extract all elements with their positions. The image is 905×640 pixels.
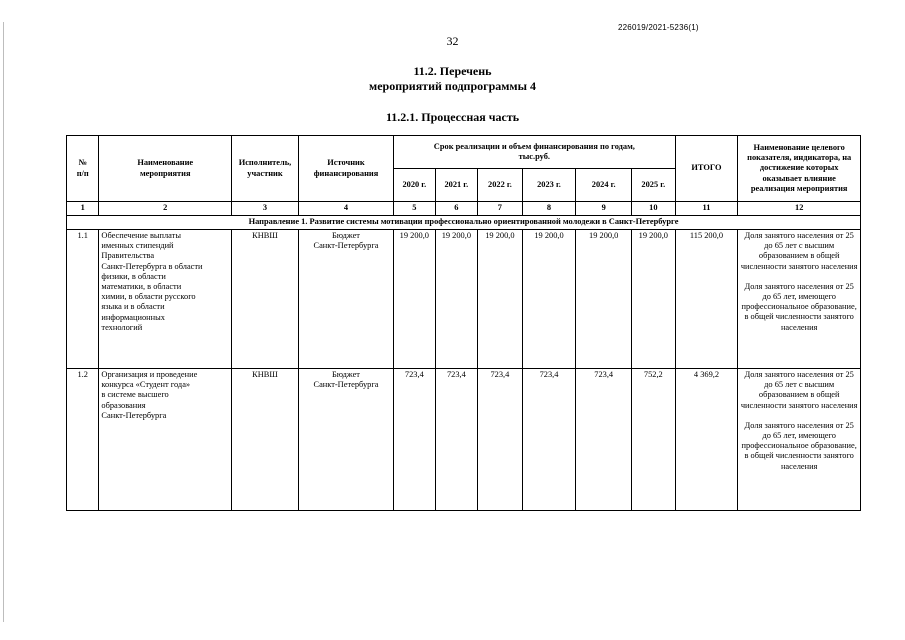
column-number: 11 (675, 202, 738, 216)
section-title (0, 64, 905, 94)
column-number: 5 (394, 202, 436, 216)
year-value: 723,4 (435, 369, 478, 511)
subsection-title: 11.2.1. Процессная часть (385, 110, 520, 124)
header-indicator: Наименование целевого показателя, индикатора, на достижение которых оказывает влияние реализация мероприятия (738, 136, 861, 202)
year-value: 723,4 (394, 369, 436, 511)
year-value: 19 200,0 (394, 230, 436, 369)
year-value: 723,4 (478, 369, 523, 511)
year-value: 723,4 (522, 369, 576, 511)
year-value: 752,2 (632, 369, 676, 511)
indicator-text: Доля занятого населения от 25 до 65 лет, имеющего профессиональное образование, в общей численности занятого населения (741, 281, 857, 332)
column-number: 8 (522, 202, 576, 216)
indicator-text: Доля занятого населения от 25 до 65 лет, имеющего профессиональное образование, в общей численности занятого населения (741, 420, 857, 471)
row-number: 1.1 (67, 230, 99, 369)
column-number: 9 (576, 202, 632, 216)
direction-title: Направление 1. Развитие системы мотивации профессионально ориентированной молодежи в Санкт-Петербурге (67, 216, 861, 230)
header-year: 2022 г. (478, 169, 523, 202)
row-total: 4 369,2 (675, 369, 738, 511)
header-year: 2021 г. (435, 169, 478, 202)
year-value: 19 200,0 (435, 230, 478, 369)
year-value: 19 200,0 (576, 230, 632, 369)
column-number: 2 (99, 202, 232, 216)
header-year: 2025 г. (632, 169, 676, 202)
column-number: 1 (67, 202, 99, 216)
header-year: 2023 г. (522, 169, 576, 202)
table-row (67, 230, 861, 369)
row-number: 1.2 (67, 369, 99, 511)
document-registration-number: 226019/2021-5236(1) (618, 23, 699, 32)
section-title-line-2: мероприятий подпрограммы 4 (369, 79, 536, 93)
header-funding-source: Источник финансирования (298, 136, 393, 202)
year-value: 19 200,0 (522, 230, 576, 369)
table-row (67, 369, 861, 511)
header-total: ИТОГО (675, 136, 738, 202)
direction-row (67, 216, 861, 230)
row-total: 115 200,0 (675, 230, 738, 369)
activity-name: Обеспечение выплаты именных стипендий Правительства Санкт-Петербурга в области физики, в области математики, в области химии, в области русского языка и в области информационных технологий (99, 230, 232, 369)
year-value: 19 200,0 (632, 230, 676, 369)
activity-name: Организация и проведение конкурса «Студент года» в системе высшего образования Санкт-Петербурга (99, 369, 232, 511)
column-number: 7 (478, 202, 523, 216)
indicator-cell (738, 230, 861, 369)
activities-table (66, 135, 861, 511)
executor: КНВШ (232, 369, 299, 511)
column-number: 12 (738, 202, 861, 216)
indicator-text: Доля занятого населения от 25 до 65 лет с высшим образованием в общей численности занятого населения (740, 231, 858, 271)
year-value: 19 200,0 (478, 230, 523, 369)
header-number: № п/п (67, 136, 99, 202)
column-number: 3 (232, 202, 299, 216)
header-year: 2024 г. (576, 169, 632, 202)
header-year: 2020 г. (394, 169, 436, 202)
indicator-text: Доля занятого населения от 25 до 65 лет с высшим образованием в общей численности занятого населения (740, 370, 858, 410)
column-number: 10 (632, 202, 676, 216)
column-number-row (67, 202, 861, 216)
column-number: 6 (435, 202, 478, 216)
header-executor: Исполнитель, участник (232, 136, 299, 202)
executor: КНВШ (232, 230, 299, 369)
header-activity-name: Наименование мероприятия (99, 136, 232, 202)
funding-source: Бюджет Санкт-Петербурга (298, 369, 393, 511)
section-title-line-1: 11.2. Перечень (413, 64, 492, 78)
page-number: 32 (446, 34, 459, 48)
funding-source: Бюджет Санкт-Петербурга (298, 230, 393, 369)
indicator-cell (738, 369, 861, 511)
year-value: 723,4 (576, 369, 632, 511)
column-number: 4 (298, 202, 393, 216)
header-funding-period: Срок реализации и объем финансирования по годам, тыс.руб. (394, 136, 676, 169)
